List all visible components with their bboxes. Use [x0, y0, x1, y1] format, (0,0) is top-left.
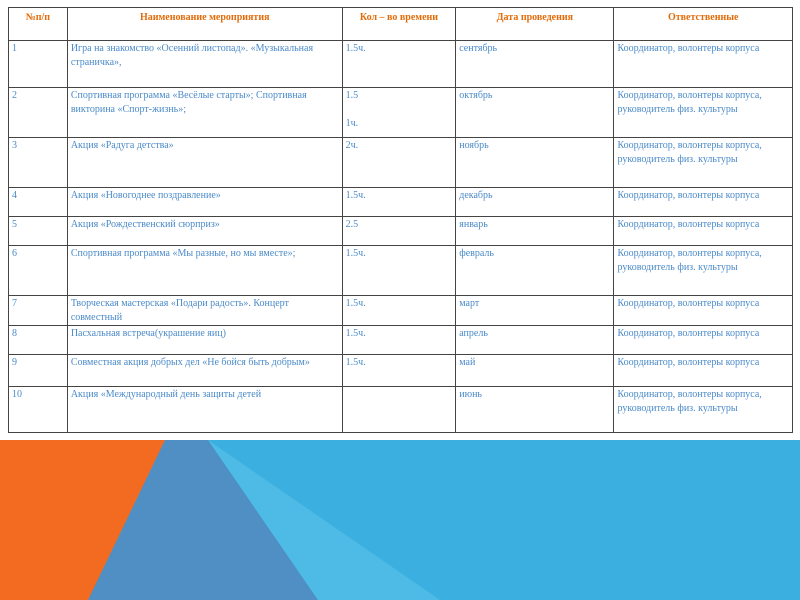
cell-duration: [342, 41, 456, 88]
duration-value: 1.5ч.: [345, 43, 366, 54]
cell-date: январь: [456, 217, 614, 246]
cell-event-name: Спортивная программа «Мы разные, но мы вместе»;: [67, 246, 342, 296]
cell-event-name: Акция «Новогоднее поздравление»: [67, 188, 342, 217]
cell-responsible: Координатор, волонтеры корпуса: [614, 355, 793, 387]
duration-value: 1.5: [345, 90, 359, 101]
cell-number: 5: [9, 217, 68, 246]
cell-date: февраль: [456, 246, 614, 296]
cell-duration: [342, 88, 456, 138]
events-schedule-table: [8, 7, 793, 433]
cell-responsible: Координатор, волонтеры корпуса: [614, 326, 793, 355]
cell-responsible: Координатор, волонтеры корпуса, руководитель физ. культуры: [614, 138, 793, 188]
cell-date: декабрь: [456, 188, 614, 217]
duration-value: 1.5ч.: [345, 328, 366, 339]
cell-event-name: Совместная акция добрых дел «Не бойся быть добрым»: [67, 355, 342, 387]
duration-value: 1.5ч.: [345, 298, 366, 309]
cell-responsible: Координатор, волонтеры корпуса, руководитель физ. культуры: [614, 88, 793, 138]
cell-event-name: Пасхальная встреча(украшение яиц): [67, 326, 342, 355]
cell-event-name: Акция «Радуга детства»: [67, 138, 342, 188]
cell-event-name: Спортивная программа «Весёлые старты»; Спортивная викторина «Спорт-жизнь»;: [67, 88, 342, 138]
cell-number: 9: [9, 355, 68, 387]
cell-event-name: Акция «Рождественский сюрприз»: [67, 217, 342, 246]
cell-duration: [342, 387, 456, 433]
cell-responsible: Координатор, волонтеры корпуса: [614, 217, 793, 246]
table-row: [9, 355, 793, 387]
header-event-name: Наименование мероприятия: [67, 8, 342, 41]
cell-date: сентябрь: [456, 41, 614, 88]
header-number: №п/п: [9, 8, 68, 41]
cell-number: 7: [9, 296, 68, 326]
cell-duration: [342, 296, 456, 326]
header-duration: Кол – во времени: [342, 8, 456, 41]
cell-duration: [342, 188, 456, 217]
duration-value: 1.5ч.: [345, 190, 366, 201]
table-row: [9, 326, 793, 355]
table-row: [9, 217, 793, 246]
table-row: [9, 387, 793, 433]
table-row: [9, 88, 793, 138]
cell-responsible: Координатор, волонтеры корпуса, руководитель физ. культуры: [614, 387, 793, 433]
cell-date: май: [456, 355, 614, 387]
cell-responsible: Координатор, волонтеры корпуса: [614, 296, 793, 326]
table-row: [9, 188, 793, 217]
table-row: [9, 296, 793, 326]
duration-value: 2ч.: [345, 140, 359, 151]
cell-responsible: Координатор, волонтеры корпуса, руководитель физ. культуры: [614, 246, 793, 296]
cell-duration: [342, 355, 456, 387]
cell-duration: [342, 246, 456, 296]
cell-date: ноябрь: [456, 138, 614, 188]
duration-value: 1.5ч.: [345, 248, 366, 259]
table-row: [9, 246, 793, 296]
cell-number: 3: [9, 138, 68, 188]
cell-event-name: Акция «Международный день защиты детей: [67, 387, 342, 433]
table-row: [9, 41, 793, 88]
table-row: [9, 138, 793, 188]
duration-value: 1.5ч.: [345, 357, 366, 368]
cell-number: 6: [9, 246, 68, 296]
header-date: Дата проведения: [456, 8, 614, 41]
cell-date: июнь: [456, 387, 614, 433]
cell-number: 4: [9, 188, 68, 217]
table-header-row: [9, 8, 793, 41]
cell-date: октябрь: [456, 88, 614, 138]
cell-duration: [342, 217, 456, 246]
cell-date: март: [456, 296, 614, 326]
cell-date: апрель: [456, 326, 614, 355]
cell-event-name: Творческая мастерская «Подари радость». Концерт совместный: [67, 296, 342, 326]
duration-value: 2.5: [345, 219, 359, 230]
cell-duration: [342, 138, 456, 188]
cell-responsible: Координатор, волонтеры корпуса: [614, 188, 793, 217]
cell-duration: [342, 326, 456, 355]
cell-event-name: Игра на знакомство «Осенний листопад». «Музыкальная страничка»,: [67, 41, 342, 88]
cell-number: 1: [9, 41, 68, 88]
cell-number: 10: [9, 387, 68, 433]
cell-number: 8: [9, 326, 68, 355]
cell-number: 2: [9, 88, 68, 138]
cell-responsible: Координатор, волонтеры корпуса: [614, 41, 793, 88]
header-responsible: Ответственные: [614, 8, 793, 41]
duration-value-secondary: 1ч.: [345, 117, 359, 129]
